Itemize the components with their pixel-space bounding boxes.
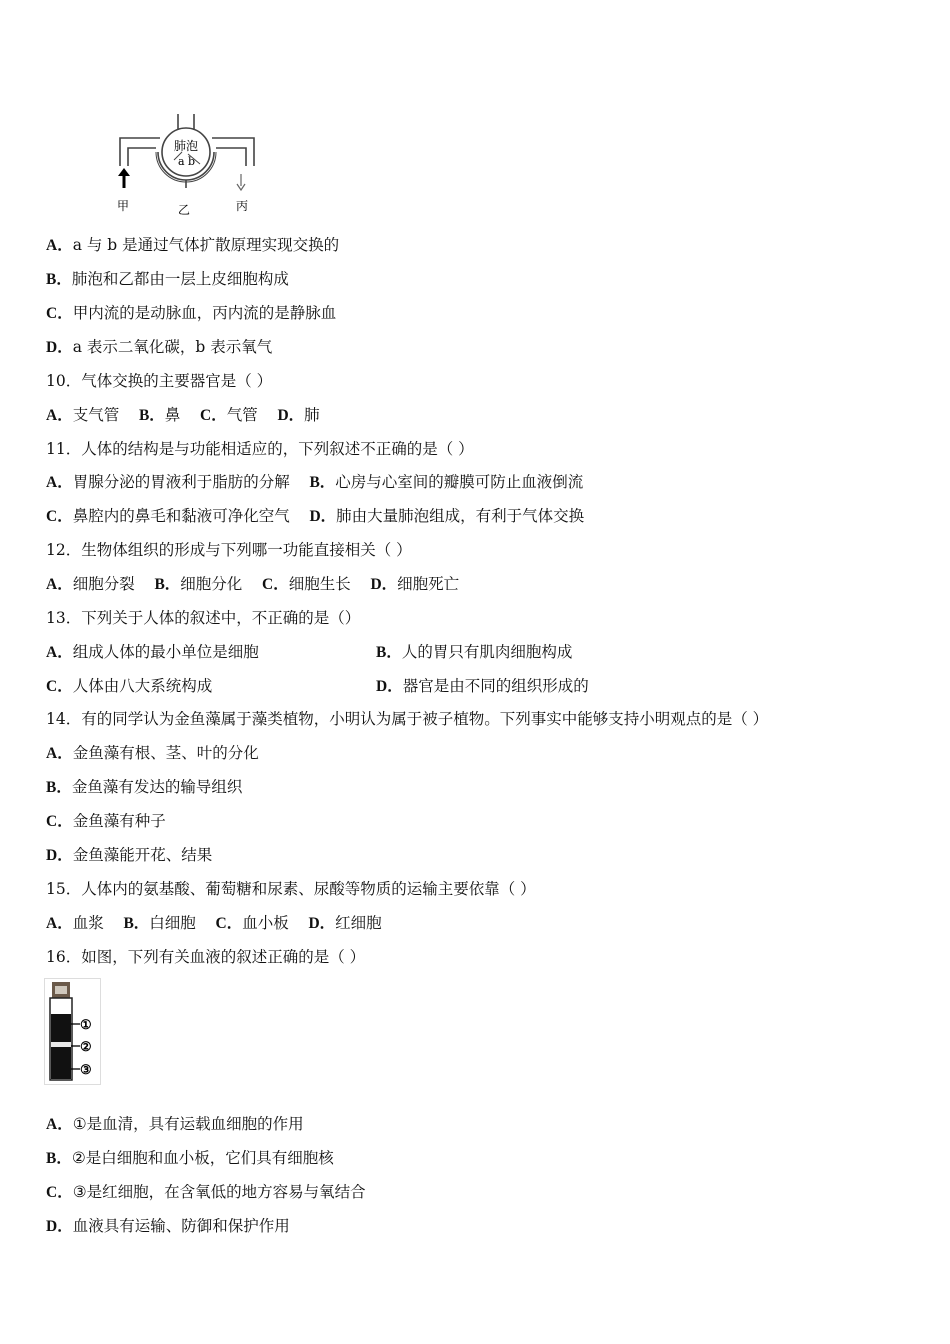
q14-option-b: B．金鱼藻有发达的输导组织	[46, 778, 243, 796]
q14-option-a: A．金鱼藻有根、茎、叶的分化	[46, 744, 259, 762]
marker-3: ③	[80, 1063, 92, 1078]
q9-option-c: C．甲内流的是动脉血，丙内流的是静脉血	[46, 304, 337, 322]
q14-option-c: C．金鱼藻有种子	[46, 812, 166, 830]
q12-stem: 12．生物体组织的形成与下列哪一功能直接相关（ ）	[46, 541, 412, 559]
q11-options-ab: A．胃腺分泌的胃液利于脂肪的分解 B．心房与心室间的瓣膜可防止血液倒流	[46, 473, 584, 491]
q13-stem: 13．下列关于人体的叙述中，不正确的是（）	[46, 609, 361, 627]
marker-2: ②	[80, 1040, 92, 1055]
q16-option-d: D．血液具有运输、防御和保护作用	[46, 1217, 290, 1235]
q16-option-c: C．③是红细胞，在含氧低的地方容易与氧结合	[46, 1183, 366, 1201]
q11-options-cd: C．鼻腔内的鼻毛和黏液可净化空气 D．肺由大量肺泡组成，有利于气体交换	[46, 507, 585, 525]
alveolus-label: 肺泡	[174, 139, 199, 153]
q10-options: A．支气管 B．鼻 C．气管 D．肺	[46, 406, 320, 424]
q12-options: A．细胞分裂 B．细胞分化 C．细胞生长 D．细胞死亡	[46, 575, 460, 593]
q11-stem: 11．人体的结构是与功能相适应的，下列叙述不正确的是（ ）	[46, 440, 474, 458]
q13-option-d: D．器官是由不同的组织形成的	[376, 677, 589, 695]
q16-option-a: A．①是血清，具有运载血细胞的作用	[46, 1115, 304, 1133]
q13-option-c: C．人体由八大系统构成	[46, 677, 213, 695]
q16-option-b: B．②是白细胞和血小板，它们具有细胞核	[46, 1149, 334, 1167]
q13-option-b: B．人的胃只有肌肉细胞构成	[376, 643, 573, 661]
label-jia: 甲	[117, 199, 130, 213]
blood-tube-figure	[44, 978, 104, 1086]
q9-option-b: B．肺泡和乙都由一层上皮细胞构成	[46, 270, 289, 288]
alveolus-figure	[108, 108, 268, 218]
label-bing: 丙	[236, 199, 249, 213]
q13-option-a: A．组成人体的最小单位是细胞	[46, 643, 259, 661]
marker-1: ①	[80, 1018, 92, 1033]
label-yi: 乙	[178, 203, 191, 217]
q9-option-d: D．a 表示二氧化碳，b 表示氧气	[46, 338, 273, 356]
q9-option-a: A．a 与 b 是通过气体扩散原理实现交换的	[46, 236, 340, 254]
q14-stem: 14．有的同学认为金鱼藻属于藻类植物，小明认为属于被子植物。下列事实中能够支持小明观点的是（ ）	[46, 710, 769, 728]
q10-stem: 10．气体交换的主要器官是（ ）	[46, 372, 273, 390]
q15-stem: 15．人体内的氨基酸、葡萄糖和尿素、尿酸等物质的运输主要依靠（ ）	[46, 880, 536, 898]
label-b: b	[188, 155, 196, 168]
q15-options: A．血浆 B．白细胞 C．血小板 D．红细胞	[46, 914, 382, 932]
label-a: a	[178, 155, 185, 168]
q16-stem: 16．如图，下列有关血液的叙述正确的是（ ）	[46, 948, 366, 966]
q14-option-d: D．金鱼藻能开花、结果	[46, 846, 213, 864]
